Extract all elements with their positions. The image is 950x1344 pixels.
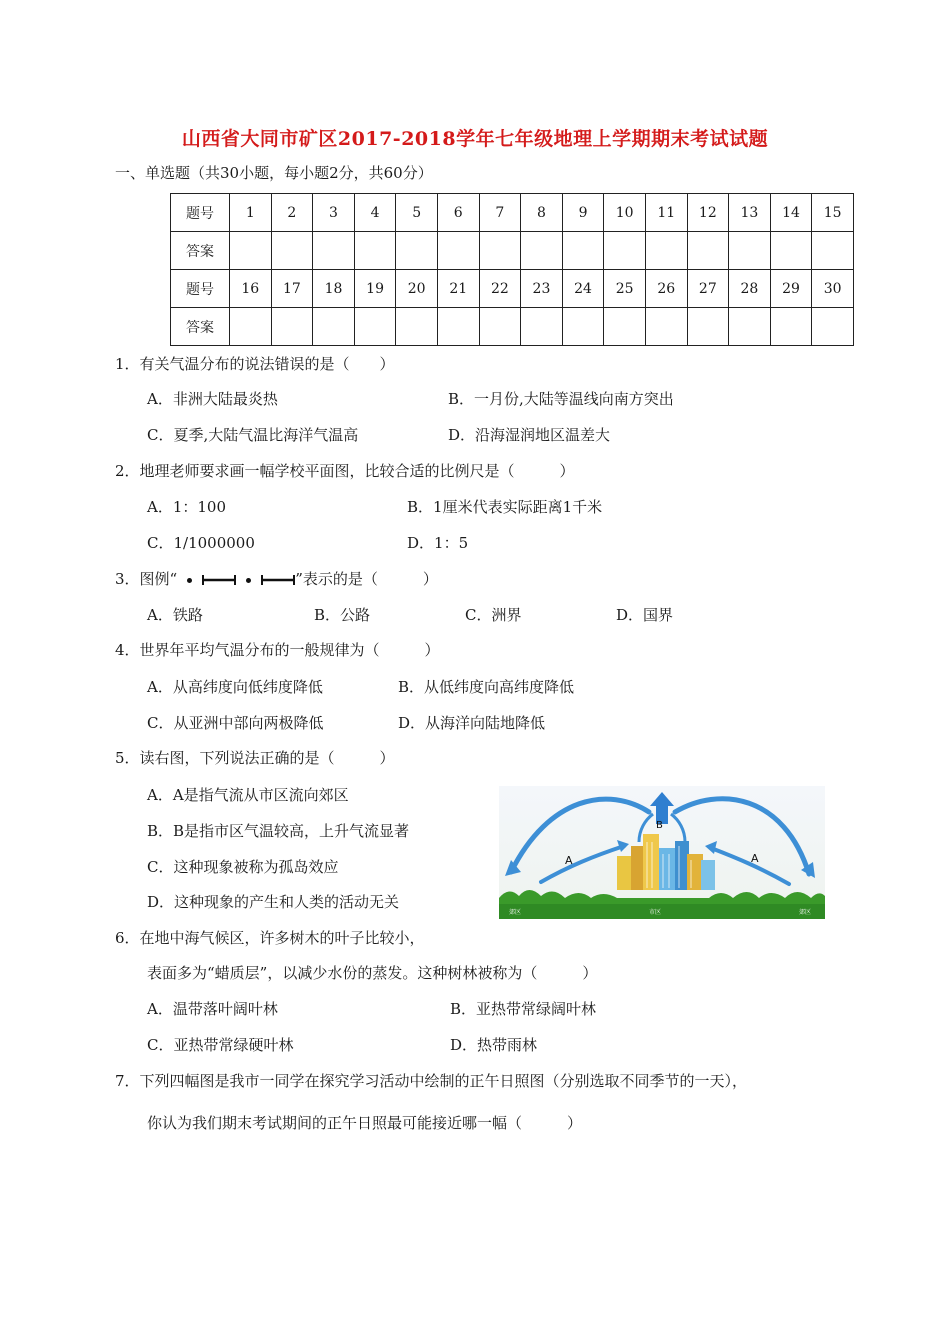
table-cell: 23 bbox=[521, 270, 563, 308]
table-cell: 17 bbox=[271, 270, 313, 308]
answer-cell[interactable] bbox=[645, 232, 687, 270]
table-cell: 4 bbox=[354, 194, 396, 232]
table-row bbox=[171, 308, 854, 346]
answer-cell[interactable] bbox=[770, 308, 812, 346]
table-cell: 24 bbox=[562, 270, 604, 308]
answer-cell[interactable] bbox=[354, 232, 396, 270]
table-row bbox=[171, 270, 854, 308]
table-cell: 20 bbox=[396, 270, 438, 308]
question-3-option-a[interactable]: A．铁路 bbox=[147, 606, 203, 624]
table-cell: 15 bbox=[812, 194, 854, 232]
answer-cell[interactable] bbox=[479, 308, 521, 346]
question-6-option-a[interactable]: A．温带落叶阔叶林 bbox=[147, 1000, 278, 1018]
table-cell: 22 bbox=[479, 270, 521, 308]
answer-cell[interactable] bbox=[437, 232, 479, 270]
question-5-option-c[interactable]: C．这种现象被称为孤岛效应 bbox=[147, 858, 339, 876]
answer-table bbox=[170, 193, 854, 346]
answer-cell[interactable] bbox=[687, 308, 729, 346]
table-label: 答案 bbox=[171, 232, 230, 270]
answer-cell[interactable] bbox=[562, 232, 604, 270]
question-2-stem: 2．地理老师要求画一幅学校平面图，比较合适的比例尺是（ ） bbox=[115, 462, 575, 480]
page-title: 山西省大同市矿区2017-2018学年七年级地理上学期期末考试试题 bbox=[181, 128, 769, 150]
question-1-option-c[interactable]: C．夏季,大陆气温比海洋气温高 bbox=[147, 426, 359, 444]
answer-cell[interactable] bbox=[521, 232, 563, 270]
answer-cell[interactable] bbox=[437, 308, 479, 346]
building bbox=[631, 846, 645, 890]
table-cell: 7 bbox=[479, 194, 521, 232]
question-5-option-d[interactable]: D．这种现象的产生和人类的活动无关 bbox=[147, 893, 400, 911]
question-3-stem-post: ”表示的是（ ） bbox=[295, 570, 438, 588]
answer-cell[interactable] bbox=[812, 232, 854, 270]
table-cell: 13 bbox=[729, 194, 771, 232]
answer-cell[interactable] bbox=[812, 308, 854, 346]
question-1-option-b[interactable]: B．一月份,大陆等温线向南方突出 bbox=[448, 390, 674, 408]
table-cell: 28 bbox=[729, 270, 771, 308]
answer-cell[interactable] bbox=[396, 308, 438, 346]
question-3-option-c[interactable]: C．洲界 bbox=[465, 606, 522, 624]
question-3-option-d[interactable]: D．国界 bbox=[616, 606, 674, 624]
question-4-stem: 4．世界年平均气温分布的一般规律为（ ） bbox=[115, 641, 440, 659]
answer-cell[interactable] bbox=[729, 308, 771, 346]
question-4-option-c[interactable]: C．从亚洲中部向两极降低 bbox=[147, 714, 324, 732]
answer-cell[interactable] bbox=[313, 308, 355, 346]
legend-dot-icon bbox=[187, 578, 192, 583]
question-4-option-b[interactable]: B．从低纬度向高纬度降低 bbox=[398, 678, 575, 696]
answer-cell[interactable] bbox=[271, 308, 313, 346]
table-label: 答案 bbox=[171, 308, 230, 346]
answer-cell[interactable] bbox=[521, 308, 563, 346]
answer-cell[interactable] bbox=[230, 232, 272, 270]
building bbox=[701, 860, 715, 890]
question-6-option-c[interactable]: C．亚热带常绿硬叶林 bbox=[147, 1036, 294, 1054]
answer-cell[interactable] bbox=[562, 308, 604, 346]
label-b: B bbox=[656, 820, 663, 831]
table-cell: 27 bbox=[687, 270, 729, 308]
table-cell: 29 bbox=[770, 270, 812, 308]
label-a-right: A bbox=[751, 852, 759, 865]
table-row bbox=[171, 194, 854, 232]
question-3-stem-pre: 3．图例“ bbox=[115, 570, 178, 588]
label-suburb-left: 郊区 bbox=[509, 909, 522, 916]
building bbox=[675, 841, 689, 890]
question-6-option-b[interactable]: B．亚热带常绿阔叶林 bbox=[450, 1000, 597, 1018]
answer-cell[interactable] bbox=[604, 308, 646, 346]
question-7-stem-line2: 你认为我们期末考试期间的正午日照最可能接近哪一幅（ ） bbox=[147, 1114, 583, 1132]
legend-dot-icon bbox=[246, 578, 251, 583]
question-2-option-c[interactable]: C．1/1000000 bbox=[147, 534, 255, 552]
table-cell: 30 bbox=[812, 270, 854, 308]
table-cell: 26 bbox=[645, 270, 687, 308]
answer-cell[interactable] bbox=[687, 232, 729, 270]
question-3-option-b[interactable]: B．公路 bbox=[314, 606, 371, 624]
label-a-left: A bbox=[565, 854, 573, 867]
legend-bar-icon bbox=[202, 574, 236, 586]
answer-cell[interactable] bbox=[645, 308, 687, 346]
building bbox=[643, 834, 659, 890]
heat-island-figure bbox=[499, 786, 825, 919]
question-5-option-b[interactable]: B．B是指市区气温较高，上升气流显著 bbox=[147, 822, 410, 840]
table-cell: 11 bbox=[645, 194, 687, 232]
table-cell: 12 bbox=[687, 194, 729, 232]
answer-cell[interactable] bbox=[770, 232, 812, 270]
table-cell: 5 bbox=[396, 194, 438, 232]
question-5-option-a[interactable]: A．A是指气流从市区流向郊区 bbox=[147, 786, 349, 804]
answer-cell[interactable] bbox=[604, 232, 646, 270]
answer-cell[interactable] bbox=[230, 308, 272, 346]
ground-strip bbox=[499, 904, 825, 919]
legend-bar-icon bbox=[261, 574, 295, 586]
table-cell: 21 bbox=[437, 270, 479, 308]
table-row bbox=[171, 232, 854, 270]
table-cell: 19 bbox=[354, 270, 396, 308]
question-6-option-d[interactable]: D．热带雨林 bbox=[450, 1036, 538, 1054]
table-cell: 25 bbox=[604, 270, 646, 308]
question-6-stem-line2: 表面多为“蜡质层”，以减少水份的蒸发。这种树林被称为（ ） bbox=[147, 964, 598, 982]
answer-cell[interactable] bbox=[354, 308, 396, 346]
section-heading: 一、单选题（共30小题，每小题2分，共60分） bbox=[115, 164, 433, 182]
building bbox=[617, 856, 633, 890]
table-cell: 2 bbox=[271, 194, 313, 232]
question-2-option-d[interactable]: D．1：5 bbox=[407, 534, 469, 552]
table-label: 题号 bbox=[171, 194, 230, 232]
answer-cell[interactable] bbox=[271, 232, 313, 270]
answer-cell[interactable] bbox=[396, 232, 438, 270]
label-suburb-right: 郊区 bbox=[799, 909, 812, 916]
question-4-option-a[interactable]: A．从高纬度向低纬度降低 bbox=[147, 678, 323, 696]
question-1-stem: 1．有关气温分布的说法错误的是（ ） bbox=[115, 355, 395, 373]
answer-cell[interactable] bbox=[313, 232, 355, 270]
table-cell: 6 bbox=[437, 194, 479, 232]
question-1-option-a[interactable]: A．非洲大陆最炎热 bbox=[147, 390, 278, 408]
building bbox=[687, 854, 703, 890]
question-4-option-d[interactable]: D．从海洋向陆地降低 bbox=[398, 714, 546, 732]
question-2-option-a[interactable]: A．1：100 bbox=[147, 498, 227, 516]
table-cell: 18 bbox=[313, 270, 355, 308]
building bbox=[659, 848, 677, 890]
question-7-stem-line1: 7．下列四幅图是我市一同学在探究学习活动中绘制的正午日照图（分别选取不同季节的一天）， bbox=[115, 1072, 748, 1090]
table-cell: 1 bbox=[230, 194, 272, 232]
table-cell: 8 bbox=[521, 194, 563, 232]
question-3-stem bbox=[115, 569, 438, 589]
question-6-stem-line1: 6．在地中海气候区，许多树木的叶子比较小， bbox=[115, 929, 425, 947]
question-1-option-d[interactable]: D．沿海湿润地区温差大 bbox=[448, 426, 611, 444]
question-2-option-b[interactable]: B．1厘米代表实际距离1千米 bbox=[407, 498, 603, 516]
label-city: 市区 bbox=[649, 909, 662, 916]
answer-cell[interactable] bbox=[479, 232, 521, 270]
table-cell: 16 bbox=[230, 270, 272, 308]
table-cell: 14 bbox=[770, 194, 812, 232]
table-cell: 10 bbox=[604, 194, 646, 232]
table-cell: 9 bbox=[562, 194, 604, 232]
question-5-stem: 5．读右图，下列说法正确的是（ ） bbox=[115, 749, 395, 767]
table-label: 题号 bbox=[171, 270, 230, 308]
answer-cell[interactable] bbox=[729, 232, 771, 270]
table-cell: 3 bbox=[313, 194, 355, 232]
